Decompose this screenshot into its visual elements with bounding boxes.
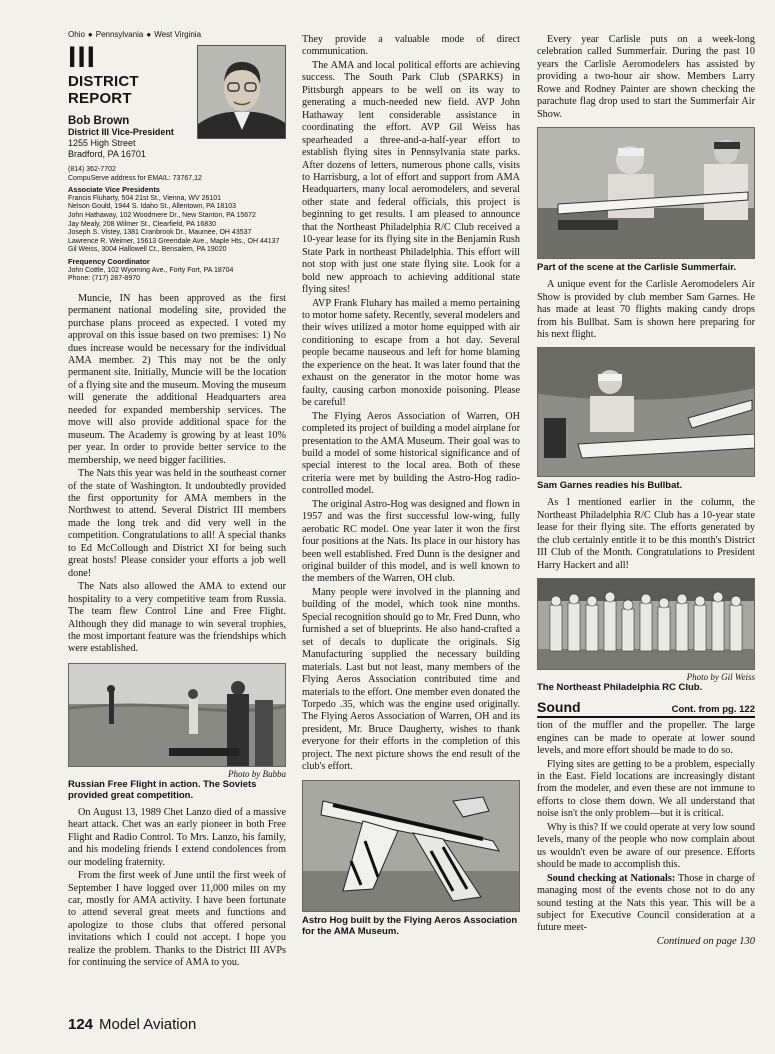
photo-caption: Sam Garnes readies his Bullbat. xyxy=(537,480,683,492)
photo-caption: Russian Free Flight in action. The Soviets provided great competition. xyxy=(68,778,257,801)
paragraph: From the first week of June until the first week of September I have logged over 11,000 miles on my car, mostly for AMA activity. I have been fortunate to attend several great meets and functions and apologize to those clubs that offered personal invitations which I could not accept. I hope you realize the problem. Thanks to the District III AVPs for continuing the service of AMA to you. xyxy=(68,870,286,969)
paragraph: Muncie, IN has been approved as the first permanent national modeling site, provided the purchase plans proceed as expected. I voted my approval on this issue based on two premises: 1) No dues increase would be necessary for the individual AMA member. 2) This may not be the only permanent site. Initially, Muncie will be the location of a flying site and the museum. Moving the museum will generate the additional Headquarters area needed for expanded membership services. The move will also provide additional space for the museum. The Academy is growing by at least 10% per year. In order to provide better service to the membership, we need bigger facilities. xyxy=(68,292,286,466)
freq-line: Phone: (717) 287-8970 xyxy=(68,275,140,283)
astro-hog-photo xyxy=(302,780,520,912)
district-numeral: III xyxy=(68,41,97,74)
run-in-text: Those in charge of managing most of the events chose not to do any sound testing at the Nats this year. This will be a subject for Executive Council consideration at a future meet- xyxy=(537,872,755,934)
freq-label: Frequency Coordinator xyxy=(68,256,150,266)
column-1 xyxy=(68,30,286,971)
sound-section-text xyxy=(537,720,755,935)
sam-garnes-photo xyxy=(537,347,755,477)
district-title: DISTRICT REPORT xyxy=(68,73,139,107)
col3-text-2 xyxy=(537,279,755,341)
col2-text xyxy=(302,34,520,774)
col3-text-3 xyxy=(537,497,755,572)
paragraph: The Nats this year was held in the southeast corner of the state of Washington. It undoubtedly provided the first opportunity for AMA members in the Northwest to attend. Several District III members made the long trek and did very well in the competition. Congratulations to all! A special thanks to Ed McCollough and District XI for being such great hosts! Please consider your efforts a job well done! xyxy=(68,468,286,579)
col3-text-1 xyxy=(537,34,755,121)
column-2 xyxy=(302,34,520,943)
photo-credit: Photo by Gil Weiss xyxy=(686,672,755,683)
paragraph: On August 13, 1989 Chet Lanzo died of a massive heart attack. Chet was an early pioneer in both Free Flight and Radio Control. To Mrs. Lanzo, his family, and his modeling friends I extend condolences from our modeling fraternity. xyxy=(68,806,286,868)
contact-block xyxy=(68,166,286,284)
paragraph: They provide a valuable mode of direct communication. xyxy=(302,34,520,58)
avp-line: Jay Mealy, 208 Wilmer St., Clearfield, PA 16830 xyxy=(68,220,216,228)
continued-from-link[interactable]: Cont. from pg. 122 xyxy=(671,704,755,716)
carlisle-image xyxy=(538,128,755,259)
magazine-name: Model Aviation xyxy=(99,1016,197,1033)
vp-role: District III Vice-President xyxy=(68,127,174,137)
freq-line: John Cottle, 102 Wyoming Ave., Forty Fort, PA 18704 xyxy=(68,266,234,274)
avp-label: Associate Vice Presidents xyxy=(68,185,160,195)
page-footer xyxy=(68,1016,196,1033)
paragraph: The AMA and local political efforts are achieving success. The South Park Club (SPARKS) in Pittsburgh appears to be well on its way to generating a much-needed new field. AVP John Hathaway lent considerable assistance in coordinating the effort. AVP Gil Weiss has spearheaded a three-and-a-half-year effort to establish flying sites in Pennsylvania state parks. After dozens of letters, numerous phone calls, visits to Harrisburg, a lot of effort and support from AMA Headquarters, many local aeromodelers, and several other state and federal officials, this project is beginning to get results. I am pleased to announce that the Northeast Philadelphia R/C Club received a 10-year lease for its flying site in the Benjamin Rush State Park in northeast Philadelphia. This effort will not stop with just one state flying site. Look for a bold new approach to achieving additional state flying sites! xyxy=(302,59,520,296)
paragraph: As I mentioned earlier in the column, the Northeast Philadelphia R/C Club has a 10-year state lease for their flying site. The efforts generated by the club certainly entitle it to be this month's District III Club of the Month. Congratulations to President Harry Hackert and all! xyxy=(537,497,755,571)
paragraph: Why is this? If we could operate at very low sound levels, many of the people who now complain about us wouldn't even be aware of our presence. Efforts should be made to accomplish this. xyxy=(537,821,755,871)
col1-text-after-photo xyxy=(68,807,286,970)
avp-line: Joseph S. Vistey, 1381 Cranbrook Dr., Maumee, OH 43537 xyxy=(68,229,252,237)
paragraph: The Nats also allowed the AMA to extend our hospitality to a very competitive team from Russia. The team flew Control Line and Free Flight. Although they did manage to win several trophies, the most important feature was the friendships which were established. xyxy=(68,581,286,655)
photo-caption: The Northeast Philadelphia RC Club. xyxy=(537,682,703,694)
paragraph: tion of the muffler and the propeller. The large engines can be made to operate at lower sound levels, and more effort should be made to do so. xyxy=(537,720,755,757)
paragraph: A unique event for the Carlisle Aeromodelers Air Show is provided by club member Sam Garnes. He has made at least 70 flights making candy drops from his Bullbat. Sam is shown here preparing for his next flight. xyxy=(537,279,755,340)
avp-line: John Hathaway, 102 Woodmere Dr., New Stanton, PA 15672 xyxy=(68,211,256,219)
club-group-image xyxy=(538,579,755,670)
state-west-virginia: West Virginia xyxy=(154,30,202,39)
state-ohio: Ohio xyxy=(68,30,85,39)
portrait-image xyxy=(198,46,286,139)
paragraph: The Flying Aeros Association of Warren, OH completed its project of building a model airplane for presentation to the AMA Museum. Their goal was to build a model of some historical significance and of special interest to the local area. Both of these criteria were met by building the Astro-Hog radio-controlled model. xyxy=(302,410,520,497)
vp-name: Bob Brown xyxy=(68,115,130,127)
sound-section-title: Sound xyxy=(537,699,581,716)
free-flight-image xyxy=(69,664,286,767)
state-pennsylvania: Pennsylvania xyxy=(95,30,144,39)
vp-portrait-photo xyxy=(197,45,286,139)
column-3 xyxy=(537,34,755,947)
avp-line: Nelson Gould, 1944 S. Idaho St., Allentown, PA 18103 xyxy=(68,203,236,211)
vp-address-line: 1255 High Street xyxy=(68,138,136,148)
sound-section-header xyxy=(537,699,755,718)
avp-line: Francis Fluharty, 504 21st St., Vienna, WV 26101 xyxy=(68,194,222,202)
astro-hog-image xyxy=(303,781,520,912)
paragraph: Flying sites are getting to be a problem, especially in the East. Field locations are increasingly distant from the modeler, and even these are not immune to efforts to close them down. We all understand that noise isn't the only problem—but it is critical. xyxy=(537,758,755,820)
paragraph xyxy=(537,873,755,935)
photo-caption: Astro Hog built by the Flying Aeros Association for the AMA Museum. xyxy=(302,914,518,937)
vp-address-line: Bradford, PA 16701 xyxy=(68,149,146,159)
paragraph: The original Astro-Hog was designed and flown in 1957 and was the first successful low-wing, fully aerobatic RC model. One year later it won the first four positions at the Nats. Its place in our history has been well established. Fred Dunn is the designer and original builder of this model, and is well known to the members of the Warren, OH club. xyxy=(302,498,520,585)
bullbat-image xyxy=(538,348,755,477)
vp-phone: (814) 362-7702 xyxy=(68,166,116,173)
paragraph: AVP Frank Fluhary has mailed a memo pertaining to motor home safety. Recently, several modelers and their wives utilized a motor home equipped with air conditioning to escape from a hot day. Several people became nauseous and left for home blaming the experience on the heat. It was later found that the exhaust on the generator in the motor home was faulty, causing carbon monoxide poisoning. Please be careful! xyxy=(302,297,520,409)
vp-email: CompuServe address for EMAIL: 73767,12 xyxy=(68,174,202,182)
russian-free-flight-photo xyxy=(68,663,286,767)
district-header xyxy=(68,41,286,160)
carlisle-summerfair-photo xyxy=(537,127,755,259)
photo-credit: Photo by Bubba xyxy=(228,768,286,779)
page-number: 124 xyxy=(68,1016,94,1033)
run-in-heading: Sound checking at Nationals: xyxy=(547,872,676,884)
avp-line: Gil Weiss, 3004 Hallowell Ct., Bensalem, PA 19020 xyxy=(68,246,227,254)
continued-on-link[interactable]: Continued on page 130 xyxy=(656,935,755,947)
paragraph: Many people were involved in the planning and building of the model, which took nine months. Special recognition should go to Mr. Fred Dunn, who furnished a set of blueprints. He also hand-crafted a set of decals to duplicate the originals. Sig Manufacturing supplied the necessary building materials. Last but not least, many members of the Flying Aeros Association contributed time and materials to the effort. One member even donated the Torpedo .35, which was the engine used originally. The Flying Aeros Association of Warren, OH and its president, Mr. Bruce Daugherty, wishes to thank everyone for their efforts in the completion of this project. The next picture shows the end result of the club's effort. xyxy=(302,586,520,773)
photo-caption: Part of the scene at the Carlisle Summerfair. xyxy=(537,262,737,274)
club-group-photo xyxy=(537,578,755,670)
col1-text xyxy=(68,293,286,656)
paragraph: Every year Carlisle puts on a week-long celebration called Summerfair. During the past 10 years the Carlisle Aeromodelers has assisted by providing a two-hour air show. Members Larry Rowe and Rodney Painter are shown checking the parachute flag drop used to start the Summerfair Air Show. xyxy=(537,34,755,120)
avp-line: Lawrence R. Weimer, 15613 Greendale Ave., Maple Hts., OH 44137 xyxy=(68,237,280,245)
state-list: Ohio ● Pennsylvania ● West Virginia xyxy=(68,30,202,39)
